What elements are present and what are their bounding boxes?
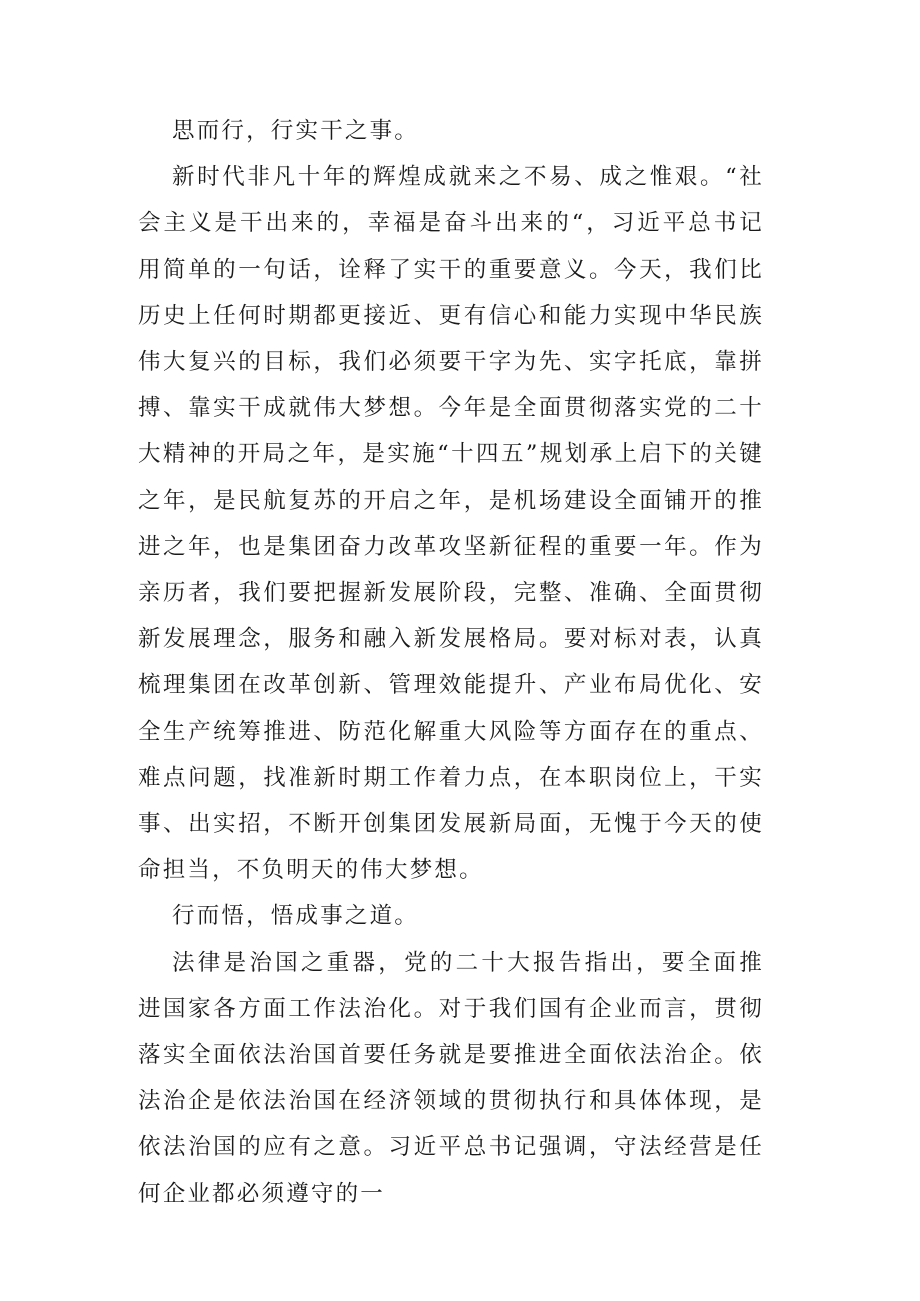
- paragraph-heading-1: 思而行，行实干之事。: [172, 118, 420, 144]
- paragraph-body-2: 法律是治国之重器，党的二十大报告指出，要全面推进国家各方面工作法治化。对于我们国有企业而言，贯彻落实全面依法治国首要任务就是要推进全面依法治企。依法治企是依法治国在经济领域的贯彻执行和具体体现，是依法治国的应有之意。习近平总书记强调，守法经营是任何企业都必须遵守的一: [138, 949, 764, 1207]
- paragraph-heading-2: 行而悟，悟成事之道。: [172, 903, 420, 930]
- document-body: [138, 108, 764, 1217]
- paragraph-body-1: 新时代非凡十年的辉煌成就来之不易、成之惟艰。“社会主义是干出来的，幸福是奋斗出来的“，习近平总书记用简单的一句话，诠释了实干的重要意义。今天，我们比历史上任何时期都更接近、更有信心和能力实现中华民族伟大复兴的目标，我们必须要干字为先、实字托底，靠拼搏、靠实干成就伟大梦想。今年是全面贯彻落实党的二十大精神的开局之年，是实施“十四五”规划承上启下的关键之年，是民航复苏的开启之年，是机场建设全面铺开的推进之年，也是集团奋力改革攻坚新征程的重要一年。作为亲历者，我们要把握新发展阶段，完整、准确、全面贯彻新发展理念，服务和融入新发展格局。要对标对表，认真梳理集团在改革创新、管理效能提升、产业布局优化、安全生产统筹推进、防范化解重大风险等方面存在的重点、难点问题，找准新时期工作着力点，在本职岗位上，干实事、出实招，不断开创集团发展新局面，无愧于今天的使命担当，不负明天的伟大梦想。: [138, 164, 764, 884]
